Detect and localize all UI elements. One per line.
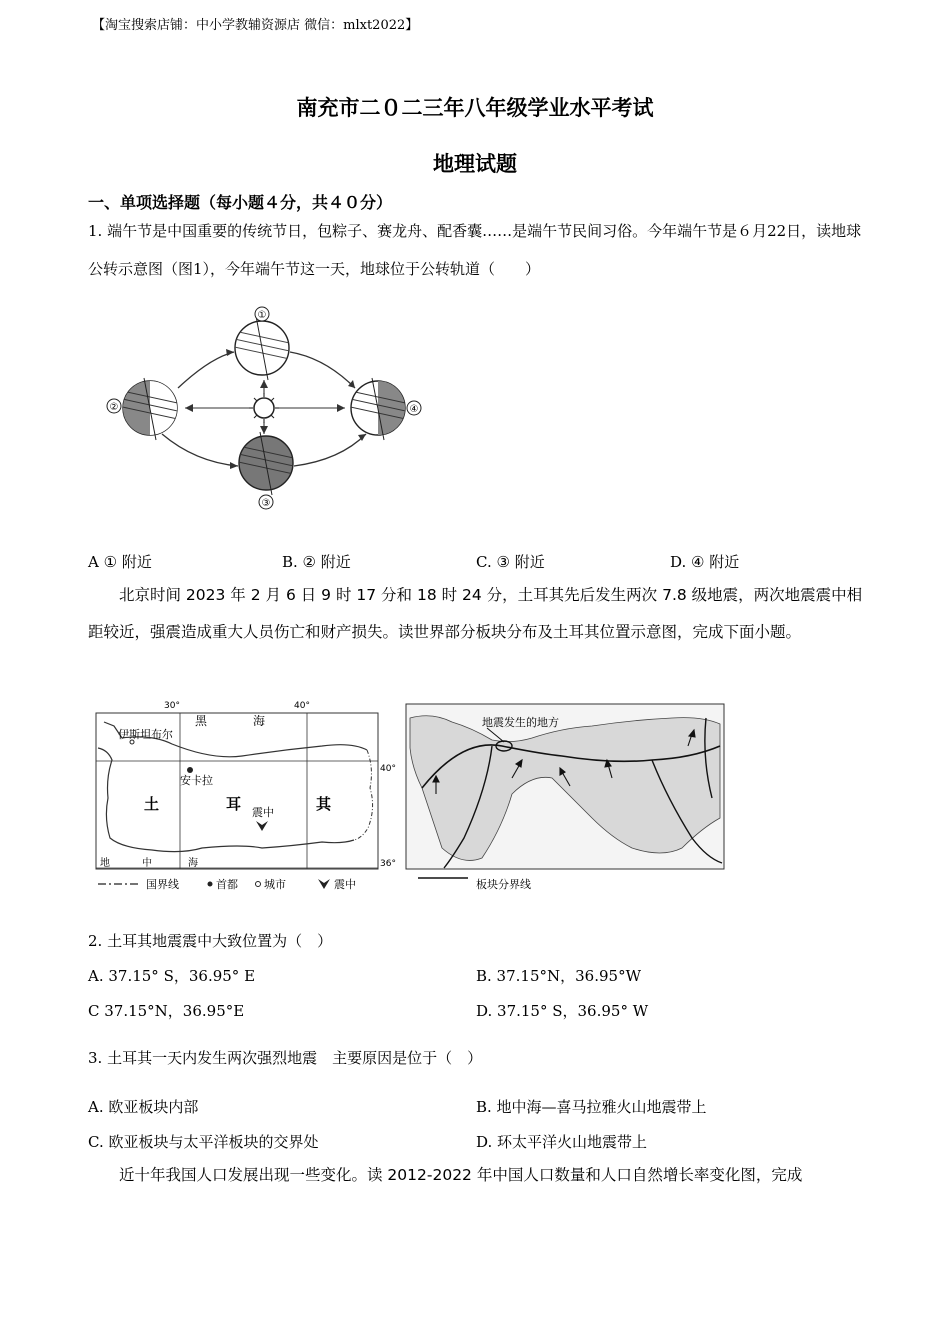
question-2-text: 2. 土耳其地震震中大致位置为（ ） xyxy=(88,932,333,950)
legend-capital: 首都 xyxy=(216,878,238,891)
epicenter-label: 震中 xyxy=(252,806,274,819)
quake-place-label: 地震发生的地方 xyxy=(482,716,559,729)
turkey-earthquake-intro: 北京时间 2023 年 2 月 6 日 9 时 17 分和 18 时 24 分，土耳其先后发生两次 7.8 级地震，两次地震震中相距较近，强震造成重大人员伤亡和财产损失。读世界部分板块分布及土耳其位置示意图，完成下面小题。 xyxy=(88,586,863,641)
question-1-text: 1. 端午节是中国重要的传统节日，包粽子、赛龙舟、配香囊……是端午节民间习俗。今年端午节是６月22日，读地球公转示意图（图1），今年端午节这一天，地球位于公转轨道（ ） xyxy=(88,222,862,278)
question-3-text: 3. 土耳其一天内发生两次强烈地震 主要原因是位于（ ） xyxy=(88,1049,483,1067)
country-1: 土 xyxy=(144,795,160,813)
sun-icon xyxy=(249,393,279,423)
black-sea-1: 黑 xyxy=(195,714,208,728)
q1-option-c[interactable]: C. ③ 附近 xyxy=(476,553,545,571)
earth-position-3 xyxy=(234,432,298,509)
q3-option-c[interactable]: C. 欧亚板块与太平洋板块的交界处 xyxy=(88,1133,319,1151)
legend-city: 城市 xyxy=(264,878,286,891)
population-intro: 近十年我国人口发展出现一些变化。读 2012-2022 年中国人口数量和人口自然增长率变化图，完成 xyxy=(119,1166,803,1184)
label-3: ③ xyxy=(261,498,271,509)
country-2: 耳 xyxy=(226,795,242,813)
q2-option-d[interactable]: D. 37.15° S，36.95° W xyxy=(476,1002,649,1020)
country-3: 其 xyxy=(316,795,332,813)
header-note: 【淘宝搜索店铺：中小学教辅资源店 微信：mlxt2022】 xyxy=(92,18,419,33)
q3-option-b[interactable]: B. 地中海—喜马拉雅火山地震带上 xyxy=(476,1098,707,1116)
med-1: 地 xyxy=(100,858,110,869)
section-heading: 一、单项选择题（每小题４分，共４０分） xyxy=(88,193,393,212)
q2-option-c[interactable]: C 37.15°N，36.95°E xyxy=(88,1002,245,1020)
q1-option-d[interactable]: D. ④ 附近 xyxy=(670,553,740,571)
lon-40: 40° xyxy=(294,701,310,711)
istanbul-label: 伊斯坦布尔 xyxy=(118,728,173,741)
page-title: 南充市二０二三年八年级学业水平考试 xyxy=(296,95,654,120)
q3-option-d[interactable]: D. 环太平洋火山地震带上 xyxy=(476,1133,648,1151)
legend-epicenter: 震中 xyxy=(334,878,356,891)
q2-option-a[interactable]: A. 37.15° S，36.95° E xyxy=(88,967,256,985)
legend-border: 国界线 xyxy=(146,878,179,891)
black-sea-2: 海 xyxy=(253,714,266,728)
med-3: 海 xyxy=(188,858,198,869)
q3-option-a[interactable]: A. 欧亚板块内部 xyxy=(88,1098,199,1116)
page-subtitle: 地理试题 xyxy=(433,151,517,176)
lon-30: 30° xyxy=(164,701,180,711)
label-1: ① xyxy=(257,310,267,321)
earth-position-1 xyxy=(230,307,294,380)
earth-position-2 xyxy=(107,378,182,440)
legend-plate: 板块分界线 xyxy=(476,878,531,891)
q1-option-a[interactable]: A ① 附近 xyxy=(88,553,152,571)
lat-36: 36° xyxy=(380,859,396,869)
med-2: 中 xyxy=(142,858,152,869)
lat-40: 40° xyxy=(380,764,396,774)
q1-option-b[interactable]: B. ② 附近 xyxy=(282,553,351,571)
ankara-label: 安卡拉 xyxy=(180,774,213,787)
turkey-map-figure xyxy=(92,698,732,898)
q2-option-b[interactable]: B. 37.15°N，36.95°W xyxy=(476,967,641,985)
earth-position-4 xyxy=(346,378,421,440)
label-4: ④ xyxy=(409,404,419,415)
revolution-figure xyxy=(100,300,430,515)
label-2: ② xyxy=(109,402,119,413)
